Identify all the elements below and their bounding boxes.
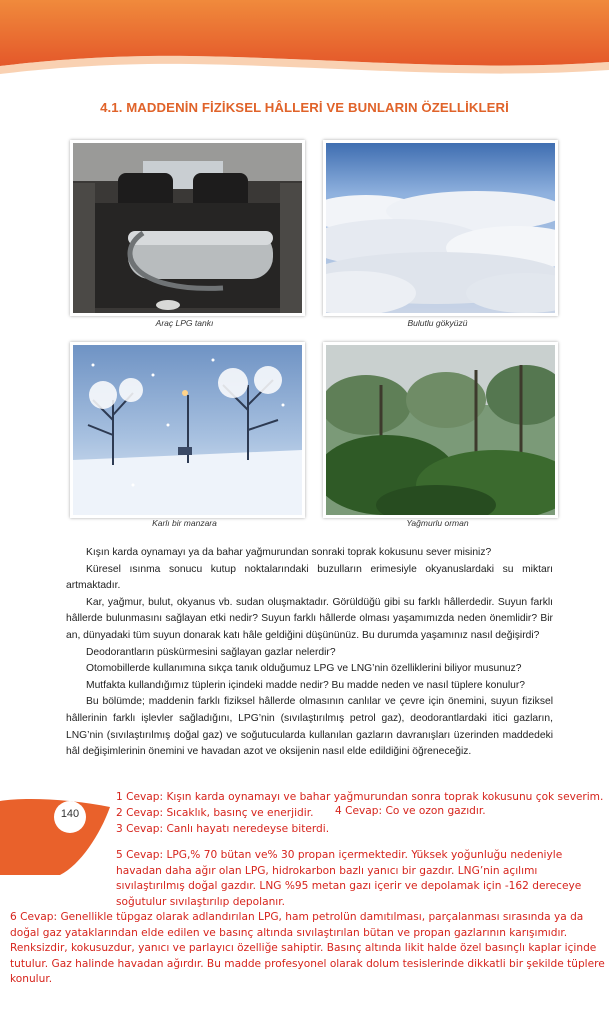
photo-caption: Bulutlu gökyüzü [407,318,468,328]
paragraph: Küresel ısınma sonucu kutup noktalarındaki buzulların erimesiyle okyanuslardaki su miktarı artmaktadır. [66,563,553,592]
paragraph: Deodorantların püskürmesini sağlayan gazlar nelerdir? [86,646,336,658]
photo-rainforest [323,342,558,518]
answer-1: 1 Cevap: Kışın karda oynamayı ve bahar yağmurundan sonra toprak kokusunu çok severim. [116,791,604,803]
answer-3: 3 Cevap: Canlı hayatı neredeyse biterdi. [116,823,330,835]
photo-caption: Yağmurlu orman [406,518,469,528]
answer-6: 6 Cevap: Genellikle tüpgaz olarak adlandırılan LPG, ham petrolün damıtılması, parçalanması sırasında ya da doğal gaz yataklarından elde edilen ve basınç altında sıvılaştırılan bütan ve propan gazlarının karışımıdır. Renksizdir, kokusuzdur, yanıcı ve parlayıcı özelliğe sahiptir. Basınç altında likit halde özel basınçlı kaplar içinde tutulur. Gaz halinde havadan ağırdır. Bu madde profesyonel olarak dolum tesislerinde dikkatli bir şekilde tüplere konulur. [10,911,605,986]
section-heading: 4.1. MADDENİN FİZİKSEL HÂLLERİ VE BUNLARIN ÖZELLİKLERİ [100,100,509,115]
photo-cloudy-sky [323,140,558,316]
body-text [66,545,553,761]
page-number: 140 [60,808,80,820]
photo-car-lpg-tank [70,140,305,316]
paragraph: Kar, yağmur, bulut, okyanus vb. sudan oluşmaktadır. Görüldüğü gibi su farklı hâllerdedir. Suyun farklı hâllerde bulunmasını sağlayan etki nedir? Suyun farklı hâllerde olması yaşamımızda neden önemlidir? Bir an, dünyadaki tüm suyun donarak katı hâle geldiğini düşününüz. Bu durumda yaşamınız nasıl değişirdi? [66,596,553,641]
answer-4: 4 Cevap: Co ve ozon gazıdır. [335,805,486,817]
answer-5: 5 Cevap: LPG,% 70 bütan ve% 30 propan içermektedir. Yüksek yoğunluğu nedeniyle havadan daha ağır olan LPG, hidrokarbon bazlı yanıcı bir gazdır. LNG’nin açılımı sıvılaştırılmış doğal gazdır. LNG %95 metan gazı içerir ve depolamak için -162 dereceye soğutulur sıvılaştırılıp depolanır. [116,849,582,908]
paragraph: Mutfakta kullandığımız tüplerin içindeki madde nedir? Bu madde neden ve nasıl tüplere konulur? [86,679,526,691]
paragraph: Bu bölümde; maddenin farklı fiziksel hâllerde olmasının canlılar ve çevre için önemini, suyun fiziksel hâllerinin farklı işlevler sağladığını, LPG’nin (sıvılaştırılmış petrol gaz), deodorantlardaki itici gazların, LNG’nin (sıvılaştırılmış doğal gaz) ve soğutucularda kullanılan gazların davranışları üzerinden maddedeki hâl değişimlerinin önemini ve havadan azot ve oksijenin nasıl elde edildiğini öğreneceğiz. [66,696,553,758]
header-band [0,0,609,78]
answer-2: 2 Cevap: Sıcaklık, basınç ve enerjidir. [116,807,314,819]
page-corner [0,795,110,875]
photo-caption: Karlı bir manzara [152,518,217,528]
photo-caption: Araç LPG tankı [155,318,214,328]
paragraph: Otomobillerde kullanımına sıkça tanık olduğumuz LPG ve LNG’nin özelliklerini biliyor musunuz? [86,663,522,675]
photo-snowy-landscape [70,342,305,518]
paragraph: Kışın karda oynamayı ya da bahar yağmurundan sonraki toprak kokusunu sever misiniz? [86,547,492,558]
